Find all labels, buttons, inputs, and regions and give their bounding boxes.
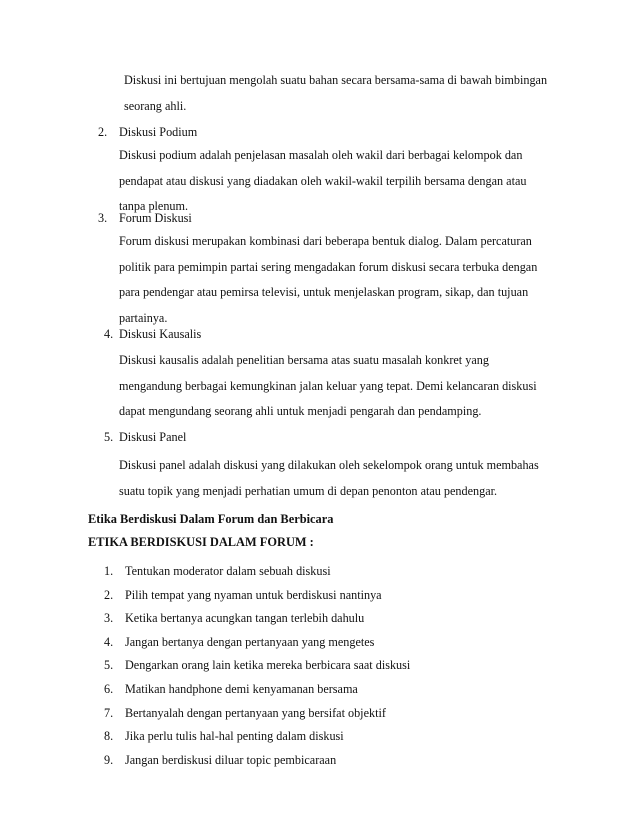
list-item — [104, 654, 410, 678]
list-item-number: 5. — [104, 658, 114, 673]
intro-line-2: seorang ahli. — [124, 98, 187, 113]
list-item — [104, 725, 410, 749]
list-item — [104, 584, 410, 608]
paragraph-line: Diskusi panel adalah diskusi yang dilakukan oleh sekelompok orang untuk membahas — [119, 458, 539, 472]
list-item-text: Matikan handphone demi kenyamanan bersama — [125, 681, 358, 696]
item-heading-5 — [104, 425, 186, 451]
list-item — [104, 560, 410, 584]
item-heading-text: Diskusi Podium — [119, 125, 198, 139]
item-paragraph-3 — [119, 229, 567, 331]
item-paragraph-5 — [119, 453, 567, 504]
paragraph-line: dapat mengundang seorang ahli untuk menjadi pengarah dan pendamping. — [119, 404, 482, 418]
list-item-number: 1. — [104, 564, 114, 578]
list-item-text: Ketika bertanya acungkan tangan terlebih dahulu — [125, 611, 365, 626]
list-item-text: Jangan bertanya dengan pertanyaan yang mengetes — [125, 634, 375, 649]
list-item — [104, 702, 410, 726]
list-item-number: 6. — [104, 681, 114, 696]
item-heading-2 — [98, 120, 197, 146]
list-item-number: 9. — [104, 752, 114, 767]
intro-line-1: Diskusi ini bertujuan mengolah suatu bahan secara bersama-sama di bawah bimbingan — [124, 73, 548, 87]
paragraph-line: mengandung berbagai kemungkinan jalan keluar yang tepat. Demi kelancaran diskusi — [119, 378, 537, 393]
list-item — [104, 607, 410, 631]
list-item-number: 8. — [104, 729, 114, 744]
paragraph-line: partainya. — [119, 310, 168, 325]
list-item-number: 3. — [104, 611, 114, 626]
section-title-etika-forum: ETIKA BERDISKUSI DALAM FORUM : — [88, 535, 314, 549]
list-item-text: Jika perlu tulis hal-hal penting dalam diskusi — [125, 729, 344, 744]
item-number: 3. — [98, 211, 108, 225]
paragraph-line: para pendengar atau pemirsa televisi, untuk menjelaskan program, sikap, dan tujuan — [119, 285, 529, 299]
item-heading-3 — [98, 206, 192, 232]
list-item-number: 4. — [104, 634, 114, 649]
list-item-text: Dengarkan orang lain ketika mereka berbicara saat diskusi — [125, 658, 411, 673]
paragraph-line: Diskusi kausalis adalah penelitian bersama atas suatu masalah konkret yang — [119, 353, 489, 367]
list-item — [104, 749, 410, 773]
intro-paragraph — [124, 68, 567, 119]
paragraph-line: pendapat atau diskusi yang diadakan oleh wakil-wakil terpilih bersama dengan atau — [119, 173, 527, 188]
item-heading-4 — [104, 322, 201, 348]
item-heading-text: Diskusi Kausalis — [119, 327, 202, 341]
list-item-text: Bertanyalah dengan pertanyaan yang bersifat objektif — [125, 705, 386, 720]
paragraph-line: Diskusi podium adalah penjelasan masalah oleh wakil dari berbagai kelompok dan — [119, 148, 523, 162]
list-item-text: Pilih tempat yang nyaman untuk berdiskusi nantinya — [125, 587, 382, 602]
list-item-number: 7. — [104, 705, 114, 720]
item-number: 4. — [104, 327, 114, 341]
list-item-text: Jangan berdiskusi diluar topic pembicaraan — [125, 752, 337, 767]
list-item-number: 2. — [104, 587, 114, 602]
section-title-etika-forum-berbicara: Etika Berdiskusi Dalam Forum dan Berbicara — [88, 512, 334, 526]
item-number: 5. — [104, 430, 114, 444]
paragraph-line: tanpa plenum. — [119, 199, 189, 213]
item-number: 2. — [98, 125, 108, 139]
list-item — [104, 678, 410, 702]
paragraph-line: suatu topik yang menjadi perhatian umum di depan penonton atau pendengar. — [119, 483, 498, 498]
etika-list — [104, 560, 410, 772]
item-heading-text: Forum Diskusi — [119, 211, 192, 225]
list-item-text: Tentukan moderator dalam sebuah diskusi — [125, 564, 331, 578]
list-item — [104, 631, 410, 655]
item-paragraph-4 — [119, 348, 567, 425]
paragraph-line: politik para pemimpin partai sering mengadakan forum diskusi secara terbuka dengan — [119, 259, 538, 274]
item-heading-text: Diskusi Panel — [119, 430, 187, 444]
paragraph-line: Forum diskusi merupakan kombinasi dari beberapa bentuk dialog. Dalam percaturan — [119, 234, 532, 248]
